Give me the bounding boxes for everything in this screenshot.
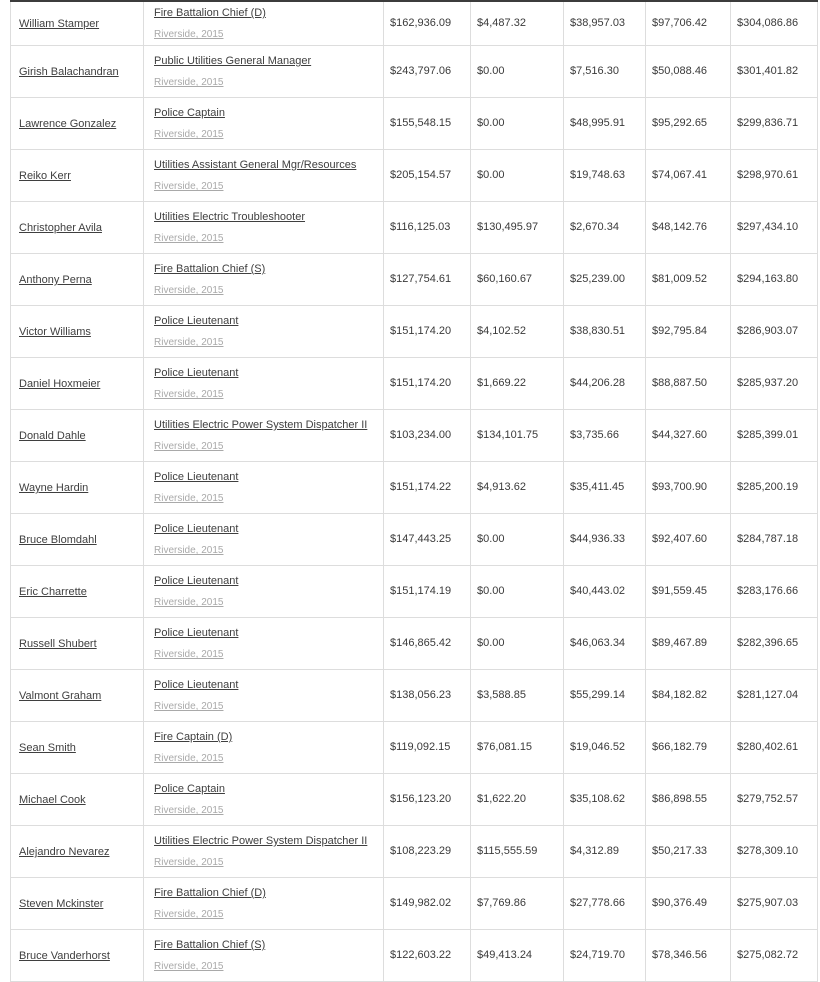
benefits-cell: $90,376.49 <box>646 877 731 929</box>
job-title-cell <box>144 253 384 305</box>
benefits-cell: $44,327.60 <box>646 409 731 461</box>
employee-name-link[interactable]: Victor Williams <box>19 326 91 338</box>
overtime-pay-cell: $4,913.62 <box>471 461 564 513</box>
job-title-link[interactable]: Utilities Electric Power System Dispatcher II <box>154 835 368 847</box>
other-pay-cell: $44,936.33 <box>564 513 646 565</box>
job-title-link[interactable]: Fire Battalion Chief (S) <box>154 939 266 951</box>
job-title-cell <box>144 149 384 201</box>
overtime-pay-cell: $1,669.22 <box>471 357 564 409</box>
table-row <box>11 929 818 981</box>
job-title-cell <box>144 617 384 669</box>
benefits-cell: $66,182.79 <box>646 721 731 773</box>
job-title-cell <box>144 773 384 825</box>
job-title-cell <box>144 357 384 409</box>
job-title-cell <box>144 97 384 149</box>
benefits-cell: $48,142.76 <box>646 201 731 253</box>
overtime-pay-cell: $1,622.20 <box>471 773 564 825</box>
total-pay-benefits-cell: $298,970.61 <box>731 149 818 201</box>
table-row <box>11 305 818 357</box>
job-title-link[interactable]: Police Lieutenant <box>154 679 239 691</box>
overtime-pay-cell: $134,101.75 <box>471 409 564 461</box>
employee-name-cell <box>11 513 144 565</box>
employer-year-link[interactable]: Riverside, 2015 <box>154 129 224 140</box>
regular-pay-cell: $127,754.61 <box>384 253 471 305</box>
regular-pay-cell: $155,548.15 <box>384 97 471 149</box>
employee-name-link[interactable]: William Stamper <box>19 18 100 31</box>
employee-name-link[interactable]: Donald Dahle <box>19 430 86 442</box>
total-pay-benefits-cell: $275,907.03 <box>731 877 818 929</box>
total-pay-benefits-cell: $282,396.65 <box>731 617 818 669</box>
benefits-cell: $50,088.46 <box>646 45 731 97</box>
other-pay-cell: $46,063.34 <box>564 617 646 669</box>
table-row <box>11 877 818 929</box>
overtime-pay-cell: $7,769.86 <box>471 877 564 929</box>
table-row <box>11 409 818 461</box>
table-row <box>11 513 818 565</box>
benefits-cell: $50,217.33 <box>646 825 731 877</box>
other-pay-cell: $35,411.45 <box>564 461 646 513</box>
employee-name-link[interactable]: Steven Mckinster <box>19 898 104 910</box>
total-pay-benefits-cell: $301,401.82 <box>731 45 818 97</box>
employee-name-link[interactable]: Michael Cook <box>19 794 86 806</box>
benefits-cell: $74,067.41 <box>646 149 731 201</box>
table-row <box>11 149 818 201</box>
job-title-cell <box>144 45 384 97</box>
employee-name-cell <box>11 825 144 877</box>
job-title-link[interactable]: Police Captain <box>154 107 225 119</box>
job-title-cell <box>144 825 384 877</box>
employer-year-link[interactable]: Riverside, 2015 <box>154 441 224 452</box>
job-title-cell <box>144 201 384 253</box>
total-pay-benefits-cell: $299,836.71 <box>731 97 818 149</box>
employer-year-link[interactable]: Riverside, 2015 <box>154 597 224 608</box>
total-pay-benefits-cell: $285,937.20 <box>731 357 818 409</box>
other-pay-cell: $24,719.70 <box>564 929 646 981</box>
table-row <box>11 461 818 513</box>
regular-pay-cell: $205,154.57 <box>384 149 471 201</box>
employee-name-cell <box>11 721 144 773</box>
total-pay-benefits-cell: $278,309.10 <box>731 825 818 877</box>
job-title-link[interactable]: Fire Battalion Chief (S) <box>154 263 266 275</box>
employer-year-link[interactable]: Riverside, 2015 <box>154 649 224 660</box>
employee-name-cell <box>11 1 144 45</box>
employee-name-link[interactable]: Anthony Perna <box>19 274 92 286</box>
employee-name-link[interactable]: Christopher Avila <box>19 222 102 234</box>
job-title-cell <box>144 461 384 513</box>
salary-table <box>10 0 818 982</box>
total-pay-benefits-cell: $279,752.57 <box>731 773 818 825</box>
regular-pay-cell: $151,174.22 <box>384 461 471 513</box>
regular-pay-cell: $122,603.22 <box>384 929 471 981</box>
employer-year-link[interactable]: Riverside, 2015 <box>154 285 224 296</box>
total-pay-benefits-cell: $294,163.80 <box>731 253 818 305</box>
total-pay-benefits-cell: $283,176.66 <box>731 565 818 617</box>
table-row <box>11 97 818 149</box>
employer-year-link[interactable]: Riverside, 2015 <box>154 77 224 88</box>
employee-name-cell <box>11 565 144 617</box>
table-row <box>11 1 818 45</box>
job-title-cell <box>144 409 384 461</box>
table-row <box>11 253 818 305</box>
employee-name-cell <box>11 773 144 825</box>
employer-year-link[interactable]: Riverside, 2015 <box>154 29 224 41</box>
employee-name-cell <box>11 253 144 305</box>
employee-name-cell <box>11 357 144 409</box>
job-title-link[interactable]: Police Lieutenant <box>154 523 239 535</box>
benefits-cell: $91,559.45 <box>646 565 731 617</box>
other-pay-cell: $7,516.30 <box>564 45 646 97</box>
benefits-cell: $97,706.42 <box>646 1 731 45</box>
table-row <box>11 825 818 877</box>
regular-pay-cell: $162,936.09 <box>384 1 471 45</box>
job-title-cell <box>144 929 384 981</box>
job-title-link[interactable]: Utilities Electric Troubleshooter <box>154 211 306 223</box>
other-pay-cell: $35,108.62 <box>564 773 646 825</box>
other-pay-cell: $38,830.51 <box>564 305 646 357</box>
other-pay-cell: $3,735.66 <box>564 409 646 461</box>
job-title-cell <box>144 721 384 773</box>
employee-name-cell <box>11 45 144 97</box>
employee-name-cell <box>11 409 144 461</box>
job-title-link[interactable]: Public Utilities General Manager <box>154 55 312 67</box>
regular-pay-cell: $119,092.15 <box>384 721 471 773</box>
total-pay-benefits-cell: $284,787.18 <box>731 513 818 565</box>
employer-year-link[interactable]: Riverside, 2015 <box>154 753 224 764</box>
overtime-pay-cell: $76,081.15 <box>471 721 564 773</box>
employer-year-link[interactable]: Riverside, 2015 <box>154 181 224 192</box>
employee-name-cell <box>11 617 144 669</box>
job-title-cell <box>144 877 384 929</box>
employee-name-link[interactable]: Girish Balachandran <box>19 66 119 78</box>
benefits-cell: $86,898.55 <box>646 773 731 825</box>
regular-pay-cell: $151,174.20 <box>384 305 471 357</box>
total-pay-benefits-cell: $280,402.61 <box>731 721 818 773</box>
regular-pay-cell: $146,865.42 <box>384 617 471 669</box>
regular-pay-cell: $243,797.06 <box>384 45 471 97</box>
total-pay-benefits-cell: $281,127.04 <box>731 669 818 721</box>
other-pay-cell: $44,206.28 <box>564 357 646 409</box>
regular-pay-cell: $138,056.23 <box>384 669 471 721</box>
job-title-link[interactable]: Fire Battalion Chief (D) <box>154 887 266 899</box>
other-pay-cell: $55,299.14 <box>564 669 646 721</box>
employee-name-cell <box>11 149 144 201</box>
overtime-pay-cell: $130,495.97 <box>471 201 564 253</box>
overtime-pay-cell: $0.00 <box>471 617 564 669</box>
employee-name-link[interactable]: Sean Smith <box>19 742 76 754</box>
total-pay-benefits-cell: $285,200.19 <box>731 461 818 513</box>
employee-name-link[interactable]: Daniel Hoxmeier <box>19 378 101 390</box>
employee-name-link[interactable]: Valmont Graham <box>19 690 102 702</box>
job-title-link[interactable]: Fire Battalion Chief (D) <box>154 7 266 20</box>
table-row <box>11 669 818 721</box>
employer-year-link[interactable]: Riverside, 2015 <box>154 389 224 400</box>
benefits-cell: $92,795.84 <box>646 305 731 357</box>
other-pay-cell: $48,995.91 <box>564 97 646 149</box>
table-row <box>11 773 818 825</box>
job-title-link[interactable]: Fire Captain (D) <box>154 731 233 743</box>
job-title-link[interactable]: Utilities Electric Power System Dispatcher II <box>154 419 368 431</box>
employee-name-cell <box>11 97 144 149</box>
job-title-link[interactable]: Police Lieutenant <box>154 315 239 327</box>
job-title-cell <box>144 669 384 721</box>
other-pay-cell: $2,670.34 <box>564 201 646 253</box>
table-row <box>11 721 818 773</box>
employer-year-link[interactable]: Riverside, 2015 <box>154 337 224 348</box>
employee-name-link[interactable]: Eric Charrette <box>19 586 87 598</box>
total-pay-benefits-cell: $286,903.07 <box>731 305 818 357</box>
employer-year-link[interactable]: Riverside, 2015 <box>154 493 224 504</box>
employee-name-link[interactable]: Wayne Hardin <box>19 482 89 494</box>
overtime-pay-cell: $4,487.32 <box>471 1 564 45</box>
overtime-pay-cell: $0.00 <box>471 149 564 201</box>
overtime-pay-cell: $0.00 <box>471 565 564 617</box>
other-pay-cell: $40,443.02 <box>564 565 646 617</box>
overtime-pay-cell: $49,413.24 <box>471 929 564 981</box>
table-row <box>11 617 818 669</box>
overtime-pay-cell: $4,102.52 <box>471 305 564 357</box>
overtime-pay-cell: $0.00 <box>471 513 564 565</box>
job-title-link[interactable]: Police Captain <box>154 783 225 795</box>
total-pay-benefits-cell: $285,399.01 <box>731 409 818 461</box>
job-title-link[interactable]: Police Lieutenant <box>154 627 239 639</box>
benefits-cell: $78,346.56 <box>646 929 731 981</box>
other-pay-cell: $38,957.03 <box>564 1 646 45</box>
other-pay-cell: $19,748.63 <box>564 149 646 201</box>
other-pay-cell: $25,239.00 <box>564 253 646 305</box>
employee-name-cell <box>11 461 144 513</box>
employee-name-cell <box>11 201 144 253</box>
employee-name-link[interactable]: Bruce Vanderhorst <box>19 950 110 962</box>
employee-name-link[interactable]: Russell Shubert <box>19 638 97 650</box>
employee-name-link[interactable]: Reiko Kerr <box>19 170 71 182</box>
employee-name-cell <box>11 669 144 721</box>
job-title-link[interactable]: Police Lieutenant <box>154 471 239 483</box>
employee-name-link[interactable]: Alejandro Nevarez <box>19 846 110 858</box>
table-row <box>11 357 818 409</box>
employee-name-cell <box>11 305 144 357</box>
employer-year-link[interactable]: Riverside, 2015 <box>154 233 224 244</box>
benefits-cell: $93,700.90 <box>646 461 731 513</box>
overtime-pay-cell: $115,555.59 <box>471 825 564 877</box>
benefits-cell: $88,887.50 <box>646 357 731 409</box>
other-pay-cell: $19,046.52 <box>564 721 646 773</box>
benefits-cell: $89,467.89 <box>646 617 731 669</box>
table-row <box>11 565 818 617</box>
overtime-pay-cell: $3,588.85 <box>471 669 564 721</box>
employer-year-link[interactable]: Riverside, 2015 <box>154 545 224 556</box>
employer-year-link[interactable]: Riverside, 2015 <box>154 909 224 920</box>
job-title-link[interactable]: Police Lieutenant <box>154 367 239 379</box>
total-pay-benefits-cell: $304,086.86 <box>731 1 818 45</box>
benefits-cell: $84,182.82 <box>646 669 731 721</box>
table-row <box>11 45 818 97</box>
regular-pay-cell: $151,174.19 <box>384 565 471 617</box>
job-title-link[interactable]: Police Lieutenant <box>154 575 239 587</box>
other-pay-cell: $27,778.66 <box>564 877 646 929</box>
table-row <box>11 201 818 253</box>
employer-year-link[interactable]: Riverside, 2015 <box>154 805 224 816</box>
overtime-pay-cell: $60,160.67 <box>471 253 564 305</box>
job-title-cell <box>144 305 384 357</box>
regular-pay-cell: $151,174.20 <box>384 357 471 409</box>
regular-pay-cell: $147,443.25 <box>384 513 471 565</box>
job-title-link[interactable]: Utilities Assistant General Mgr/Resources <box>154 159 357 171</box>
benefits-cell: $95,292.65 <box>646 97 731 149</box>
benefits-cell: $92,407.60 <box>646 513 731 565</box>
total-pay-benefits-cell: $275,082.72 <box>731 929 818 981</box>
employer-year-link[interactable]: Riverside, 2015 <box>154 701 224 712</box>
salary-table-body <box>11 1 818 981</box>
employee-name-link[interactable]: Lawrence Gonzalez <box>19 118 117 130</box>
job-title-cell <box>144 565 384 617</box>
job-title-cell <box>144 1 384 45</box>
employee-name-cell <box>11 877 144 929</box>
employer-year-link[interactable]: Riverside, 2015 <box>154 857 224 868</box>
overtime-pay-cell: $0.00 <box>471 45 564 97</box>
other-pay-cell: $4,312.89 <box>564 825 646 877</box>
regular-pay-cell: $156,123.20 <box>384 773 471 825</box>
regular-pay-cell: $108,223.29 <box>384 825 471 877</box>
regular-pay-cell: $116,125.03 <box>384 201 471 253</box>
regular-pay-cell: $149,982.02 <box>384 877 471 929</box>
total-pay-benefits-cell: $297,434.10 <box>731 201 818 253</box>
regular-pay-cell: $103,234.00 <box>384 409 471 461</box>
employer-year-link[interactable]: Riverside, 2015 <box>154 961 224 972</box>
job-title-cell <box>144 513 384 565</box>
employee-name-cell <box>11 929 144 981</box>
overtime-pay-cell: $0.00 <box>471 97 564 149</box>
benefits-cell: $81,009.52 <box>646 253 731 305</box>
employee-name-link[interactable]: Bruce Blomdahl <box>19 534 97 546</box>
